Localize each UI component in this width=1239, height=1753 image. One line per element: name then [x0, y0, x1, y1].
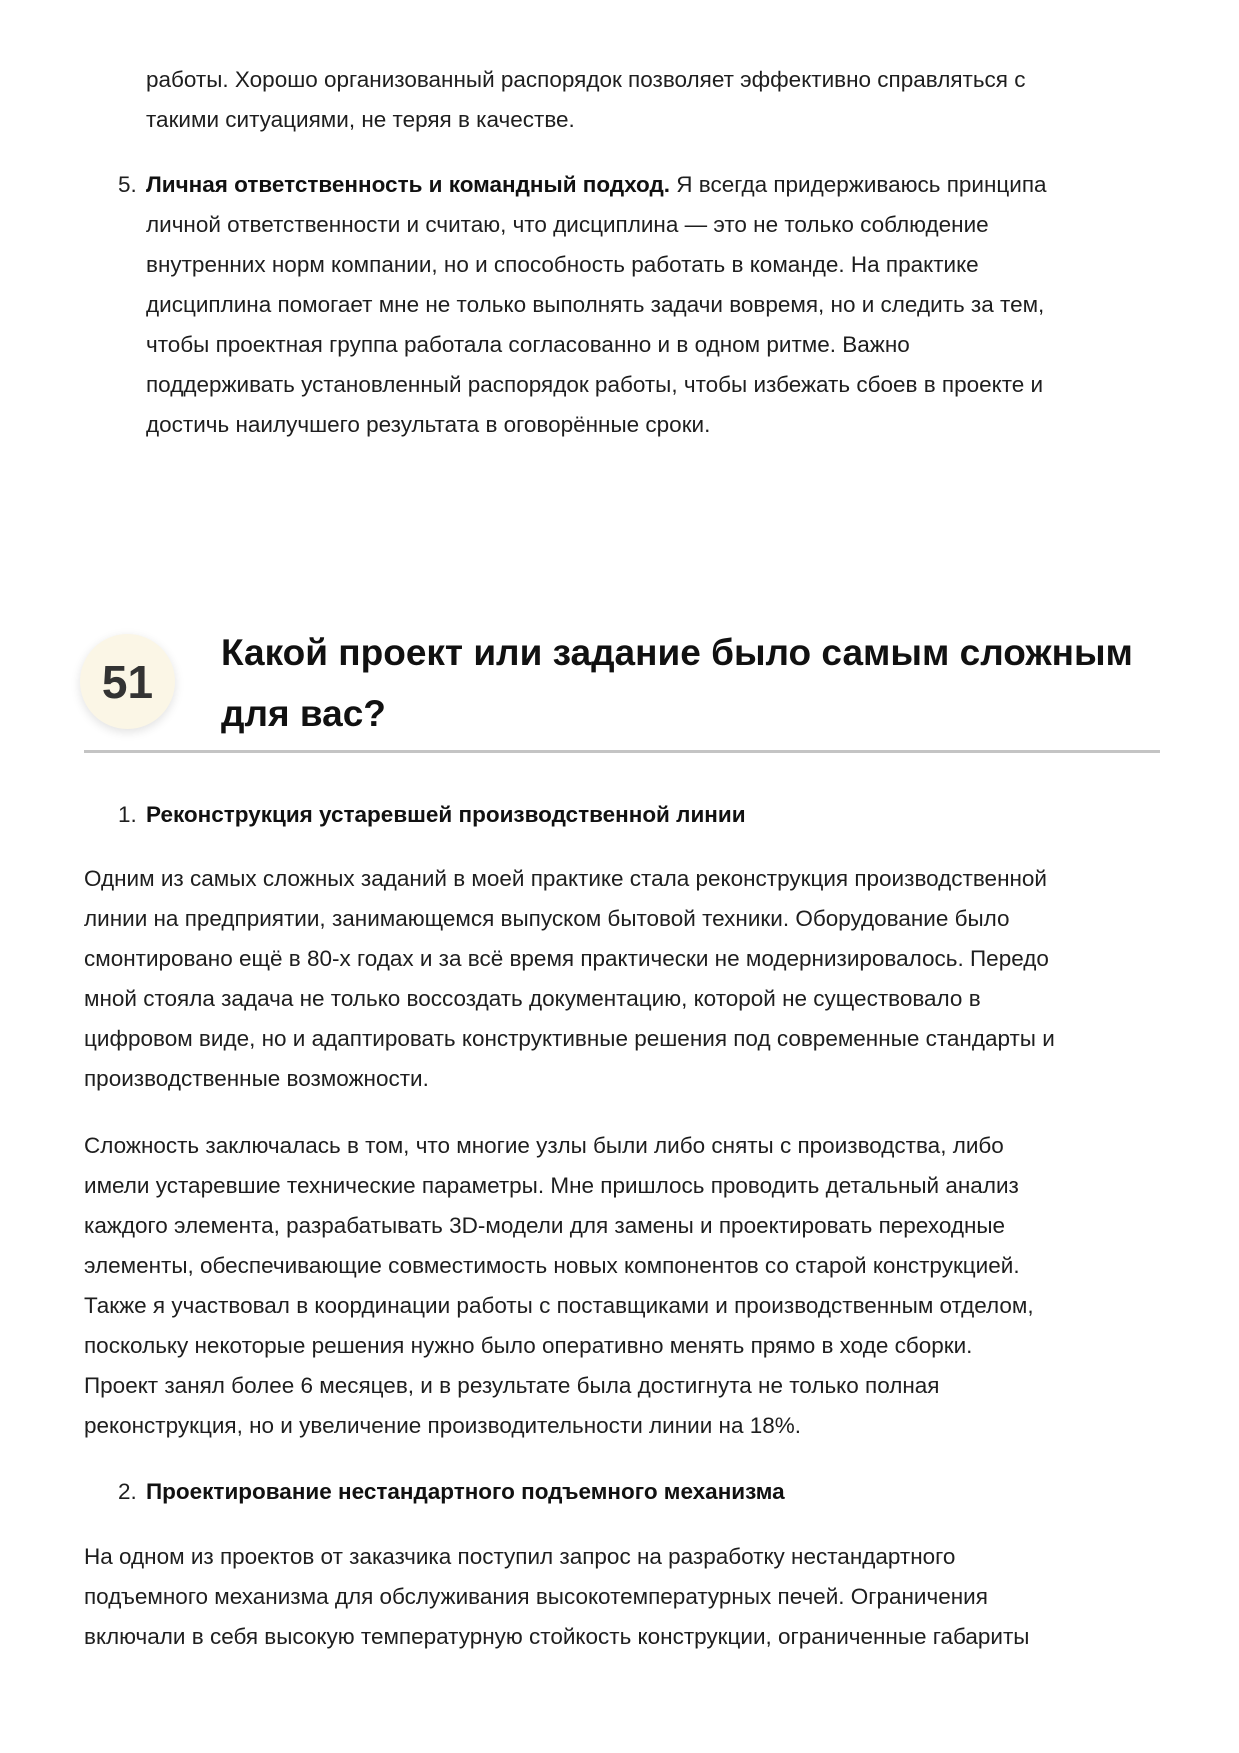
list-item-5 [118, 165, 1236, 445]
list-item-4-continuation [146, 60, 1236, 140]
text-line: Проект занял более 6 месяцев, и в результате была достигнута не только полная [84, 1373, 940, 1398]
text: Я всегда придерживаюсь принципа [670, 172, 1047, 197]
paragraph [84, 1126, 1174, 1446]
text-line: дисциплина помогает мне не только выполнять задачи вовремя, но и следить за тем, [146, 292, 1045, 317]
text-line: поскольку некоторые решения нужно было оперативно менять прямо в ходе сборки. [84, 1333, 973, 1358]
text-line: работы. Хорошо организованный распорядок позволяет эффективно справляться с [146, 67, 1026, 92]
text-line: личной ответственности и считаю, что дисциплина — это не только соблюдение [146, 212, 989, 237]
text-line: чтобы проектная группа работала согласованно и в одном ритме. Важно [146, 332, 910, 357]
text-line: имели устаревшие технические параметры. Мне пришлось проводить детальный анализ [84, 1173, 1019, 1198]
list-number: 1. [118, 802, 137, 827]
heading-divider [84, 750, 1160, 753]
answer-2-heading [118, 1472, 1236, 1512]
text-line: достичь наилучшего результата в оговорённые сроки. [146, 412, 711, 437]
paragraph [84, 1537, 1174, 1657]
text-line: такими ситуациями, не теряя в качестве. [146, 107, 575, 132]
text-line: производственные возможности. [84, 1066, 429, 1091]
text-line: На одном из проектов от заказчика поступил запрос на разработку нестандартного [84, 1544, 956, 1569]
text-line: линии на предприятии, занимающемся выпуском бытовой техники. Оборудование было [84, 906, 1010, 931]
list-number: 5. [118, 172, 137, 197]
answer-1-heading [118, 795, 1236, 835]
text-line: поддерживать установленный распорядок работы, чтобы избежать сбоев в проекте и [146, 372, 1044, 397]
text-line: Одним из самых сложных заданий в моей практике стала реконструкция производственной [84, 866, 1047, 891]
text-line: элементы, обеспечивающие совместимость новых компонентов со старой конструкцией. [84, 1253, 1020, 1278]
paragraph [84, 859, 1174, 1099]
heading-line: Какой проект или задание было самым сложным [221, 632, 1133, 673]
question-number-badge: 51 [80, 634, 175, 729]
text-line: мной стояла задача не только воссоздать документацию, которой не существовало в [84, 986, 981, 1011]
text-line: цифровом виде, но и адаптировать конструктивные решения под современные стандарты и [84, 1026, 1055, 1051]
heading-line: для вас? [221, 693, 386, 734]
list-item-title: Реконструкция устаревшей производственной линии [146, 802, 746, 827]
list-item-title: Личная ответственность и командный подход. [146, 172, 671, 197]
list-number: 2. [118, 1479, 137, 1504]
text-line: каждого элемента, разрабатывать 3D-модели для замены и проектировать переходные [84, 1213, 1006, 1238]
text-line: Также я участвовал в координации работы с поставщиками и производственным отделом, [84, 1293, 1034, 1318]
text-line: внутренних норм компании, но и способность работать в команде. На практике [146, 252, 979, 277]
text-line: подъемного механизма для обслуживания высокотемпературных печей. Ограничения [84, 1584, 988, 1609]
text-line: Сложность заключалась в том, что многие узлы были либо сняты с производства, либо [84, 1133, 1004, 1158]
text-line: реконструкция, но и увеличение производительности линии на 18%. [84, 1413, 802, 1438]
text-line: смонтировано ещё в 80-х годах и за всё время практически не модернизировалось. Передо [84, 946, 1049, 971]
text-line: включали в себя высокую температурную стойкость конструкции, ограниченные габариты [84, 1624, 1030, 1649]
section-heading [221, 622, 1133, 744]
list-item-title: Проектирование нестандартного подъемного механизма [146, 1479, 785, 1504]
